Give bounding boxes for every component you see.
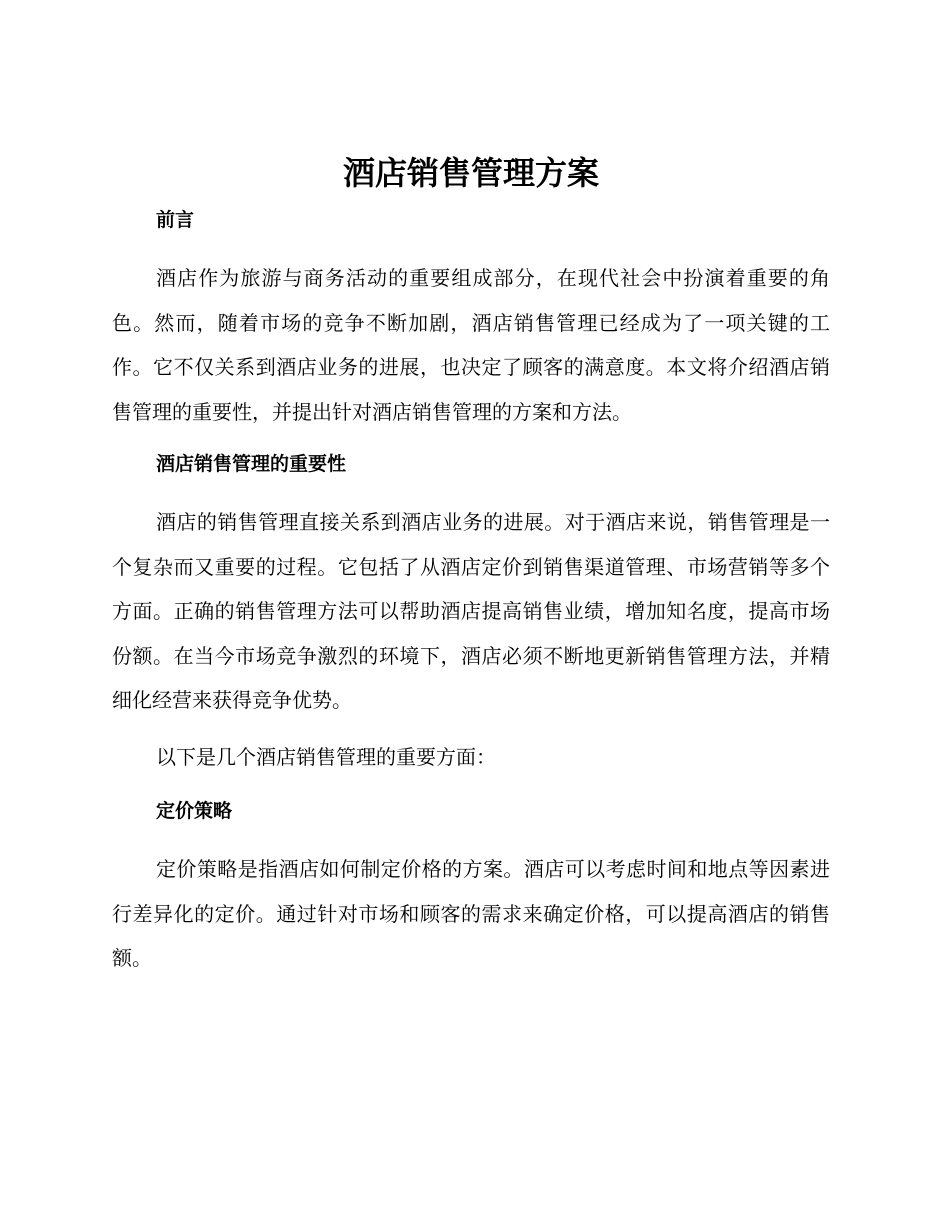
pricing-strategy-paragraph: 定价策略是指酒店如何制定价格的方案。酒店可以考虑时间和地点等因素进行差异化的定价。通过针对市场和顾客的需求来确定价格，可以提高酒店的销售额。 [112,857,830,970]
document-body [112,150,830,993]
aspects-intro-paragraph: 以下是几个酒店销售管理的重要方面： [156,744,496,769]
section-heading-pricing-strategy: 定价策略 [156,800,233,822]
importance-paragraph: 酒店的销售管理直接关系到酒店业务的进展。对于酒店来说，销售管理是一个复杂而又重要的过程。它包括了从酒店定价到销售渠道管理、市场营销等多个方面。正确的销售管理方法可以帮助酒店提高销售业绩，增加知名度，提高市场份额。在当今市场竞争激烈的环境下，酒店必须不断地更新销售管理方法，并精细化经营来获得竞争优势。 [112,510,830,712]
section-heading-preface: 前言 [156,209,195,231]
section-heading-importance: 酒店销售管理的重要性 [156,453,347,475]
document-title: 酒店销售管理方案 [342,154,599,192]
preface-paragraph: 酒店作为旅游与商务活动的重要组成部分，在现代社会中扮演着重要的角色。然而，随着市场的竞争不断加剧，酒店销售管理已经成为了一项关键的工作。它不仅关系到酒店业务的进展，也决定了顾客的满意度。本文将介绍酒店销售管理的重要性，并提出针对酒店销售管理的方案和方法。 [112,266,830,424]
